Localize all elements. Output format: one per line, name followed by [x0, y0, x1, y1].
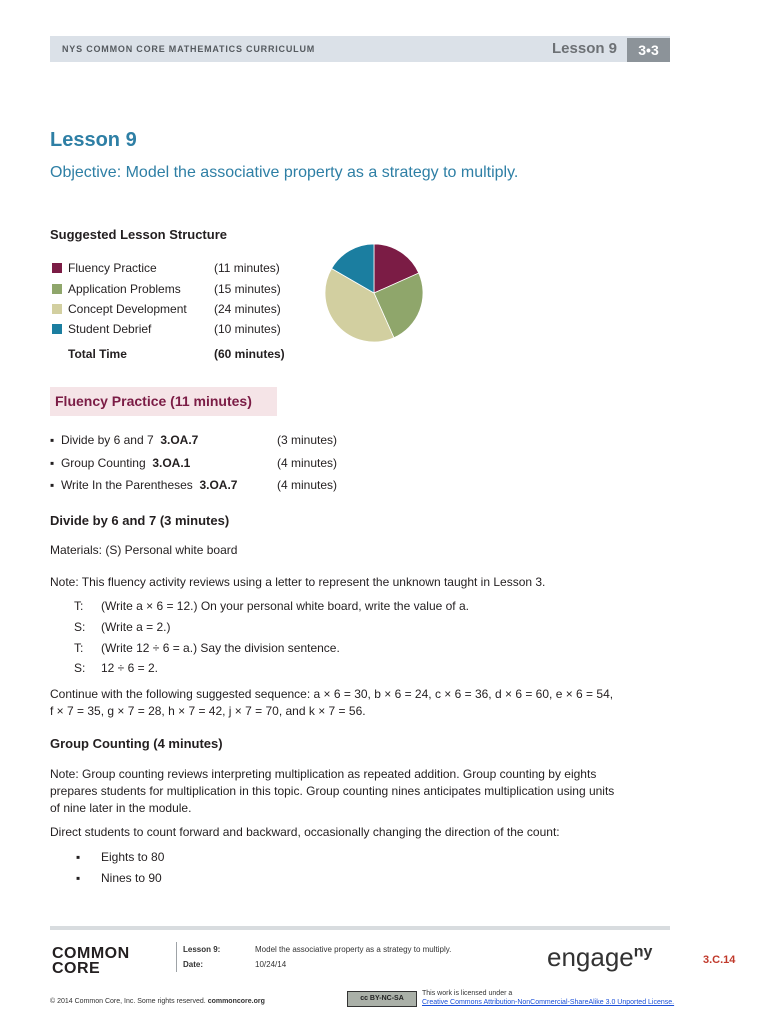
- group-item: Eights to 80: [101, 850, 165, 864]
- engage-text: engage: [547, 942, 634, 972]
- license-link[interactable]: Creative Commons Attribution-NonCommercial-ShareAlike 3.0 Unported License.: [422, 999, 675, 1006]
- structure-time: (24 minutes): [214, 302, 281, 316]
- dialogue-text: 12 ÷ 6 = 2.: [101, 661, 158, 675]
- group-heading: Group Counting (4 minutes): [50, 736, 223, 751]
- objective: Objective: Model the associative property as a strategy to multiply.: [50, 164, 519, 181]
- application-swatch: [52, 284, 62, 294]
- footer-date-label: Date:: [183, 960, 204, 969]
- logo-line: COMMON: [52, 945, 130, 962]
- fluency-item-standard: 3.OA.7: [199, 478, 238, 492]
- fluency-item-standard: 3.OA.1: [152, 456, 191, 470]
- divide-heading: Divide by 6 and 7 (3 minutes): [50, 513, 230, 528]
- copyright-text: © 2014 Common Core, Inc. Some rights reserved.: [50, 998, 206, 1005]
- fluency-item-time: (4 minutes): [277, 478, 338, 492]
- fluency-item-text: Divide by 6 and 7: [60, 433, 154, 447]
- structure-time: (15 minutes): [214, 282, 281, 296]
- structure-label: Application Problems: [68, 282, 181, 296]
- logo-line: CORE: [52, 960, 101, 977]
- bullet-icon: ▪: [76, 850, 81, 864]
- debrief-swatch: [52, 324, 62, 334]
- structure-row: [0, 261, 320, 277]
- total-row: [0, 347, 320, 363]
- bullet-icon: ▪: [50, 456, 55, 470]
- fluency-item-text: Group Counting: [60, 456, 146, 470]
- common-core-logo: [52, 946, 130, 976]
- ny-text: ny: [633, 943, 653, 961]
- footer-lesson-label: Lesson 9:: [183, 945, 221, 954]
- fluency-item-time: (3 minutes): [277, 433, 338, 447]
- total-time: (60 minutes): [214, 347, 285, 361]
- license-text: This work is licensed under a: [422, 990, 513, 997]
- bullet-icon: ▪: [76, 871, 81, 885]
- divide-materials: Materials: (S) Personal white board: [50, 543, 238, 557]
- structure-label: Concept Development: [68, 302, 187, 316]
- engageny-logo: [547, 942, 652, 973]
- group-note-line: prepares students for multiplication in this topic. Group counting nines anticipates multiplication using units: [50, 784, 615, 798]
- copyright: [50, 998, 265, 1005]
- concept-swatch: [52, 304, 62, 314]
- dialogue-text: (Write a = 2.): [101, 620, 171, 634]
- dialogue-text: (Write a × 6 = 12.) On your personal white board, write the value of a.: [101, 599, 469, 613]
- cc-license-badge[interactable]: cc BY-NC-SA: [347, 991, 417, 1007]
- fluency-item: [50, 433, 198, 447]
- fluency-swatch: [52, 263, 62, 273]
- total-label: Total Time: [68, 347, 127, 361]
- group-note-line: of nine later in the module.: [50, 801, 192, 815]
- dialogue-speaker: T:: [74, 599, 84, 613]
- footer-divider: [50, 926, 670, 930]
- structure-title: Suggested Lesson Structure: [50, 227, 227, 242]
- structure-time: (11 minutes): [214, 261, 280, 275]
- dialogue-speaker: S:: [74, 620, 86, 634]
- page-title: Lesson 9: [50, 129, 137, 151]
- group-note-line: Note: Group counting reviews interpreting multiplication as repeated addition. Group counting by eights: [50, 767, 597, 781]
- module-badge: 3•3: [627, 38, 670, 62]
- fluency-item: [50, 456, 190, 470]
- dialogue-speaker: S:: [74, 661, 86, 675]
- dialogue-speaker: T:: [74, 641, 84, 655]
- fluency-item-text: Write In the Parentheses: [60, 478, 193, 492]
- group-item: Nines to 90: [101, 871, 162, 885]
- header-lesson-label: Lesson 9: [552, 40, 618, 57]
- fluency-item-time: (4 minutes): [277, 456, 338, 470]
- structure-label: Fluency Practice: [68, 261, 157, 275]
- continue-line: Continue with the following suggested sequence: a × 6 = 30, b × 6 = 24, c × 6 = 36, d × 6 = 60, e × 6 = 54,: [50, 687, 614, 701]
- page-number: 3.C.14: [703, 954, 736, 966]
- structure-row: [0, 322, 320, 338]
- dialogue-text: (Write 12 ÷ 6 = a.) Say the division sentence.: [101, 641, 340, 655]
- footer-date-value: 10/24/14: [255, 960, 287, 969]
- bullet-icon: ▪: [50, 478, 55, 492]
- group-direct: Direct students to count forward and backward, occasionally changing the direction of the count:: [50, 825, 560, 839]
- structure-row: [0, 282, 320, 298]
- footer-lesson-value: Model the associative property as a strategy to multiply.: [255, 945, 452, 954]
- fluency-item: [50, 478, 237, 492]
- lesson-structure-pie-chart: [322, 240, 426, 346]
- bullet-icon: ▪: [50, 433, 55, 447]
- curriculum-title: NYS COMMON CORE MATHEMATICS CURRICULUM: [62, 44, 316, 54]
- divide-note: Note: This fluency activity reviews using a letter to represent the unknown taught in Lesson 3.: [50, 575, 546, 589]
- copyright-site[interactable]: commoncore.org: [207, 998, 265, 1005]
- fluency-heading: Fluency Practice (11 minutes): [55, 393, 252, 409]
- structure-row: [0, 302, 320, 318]
- fluency-item-standard: 3.OA.7: [160, 433, 199, 447]
- footer-vertical-divider: [176, 942, 177, 972]
- structure-label: Student Debrief: [68, 322, 152, 336]
- continue-line: f × 7 = 35, g × 7 = 28, h × 7 = 42, j × 7 = 70, and k × 7 = 56.: [50, 704, 366, 718]
- structure-time: (10 minutes): [214, 322, 281, 336]
